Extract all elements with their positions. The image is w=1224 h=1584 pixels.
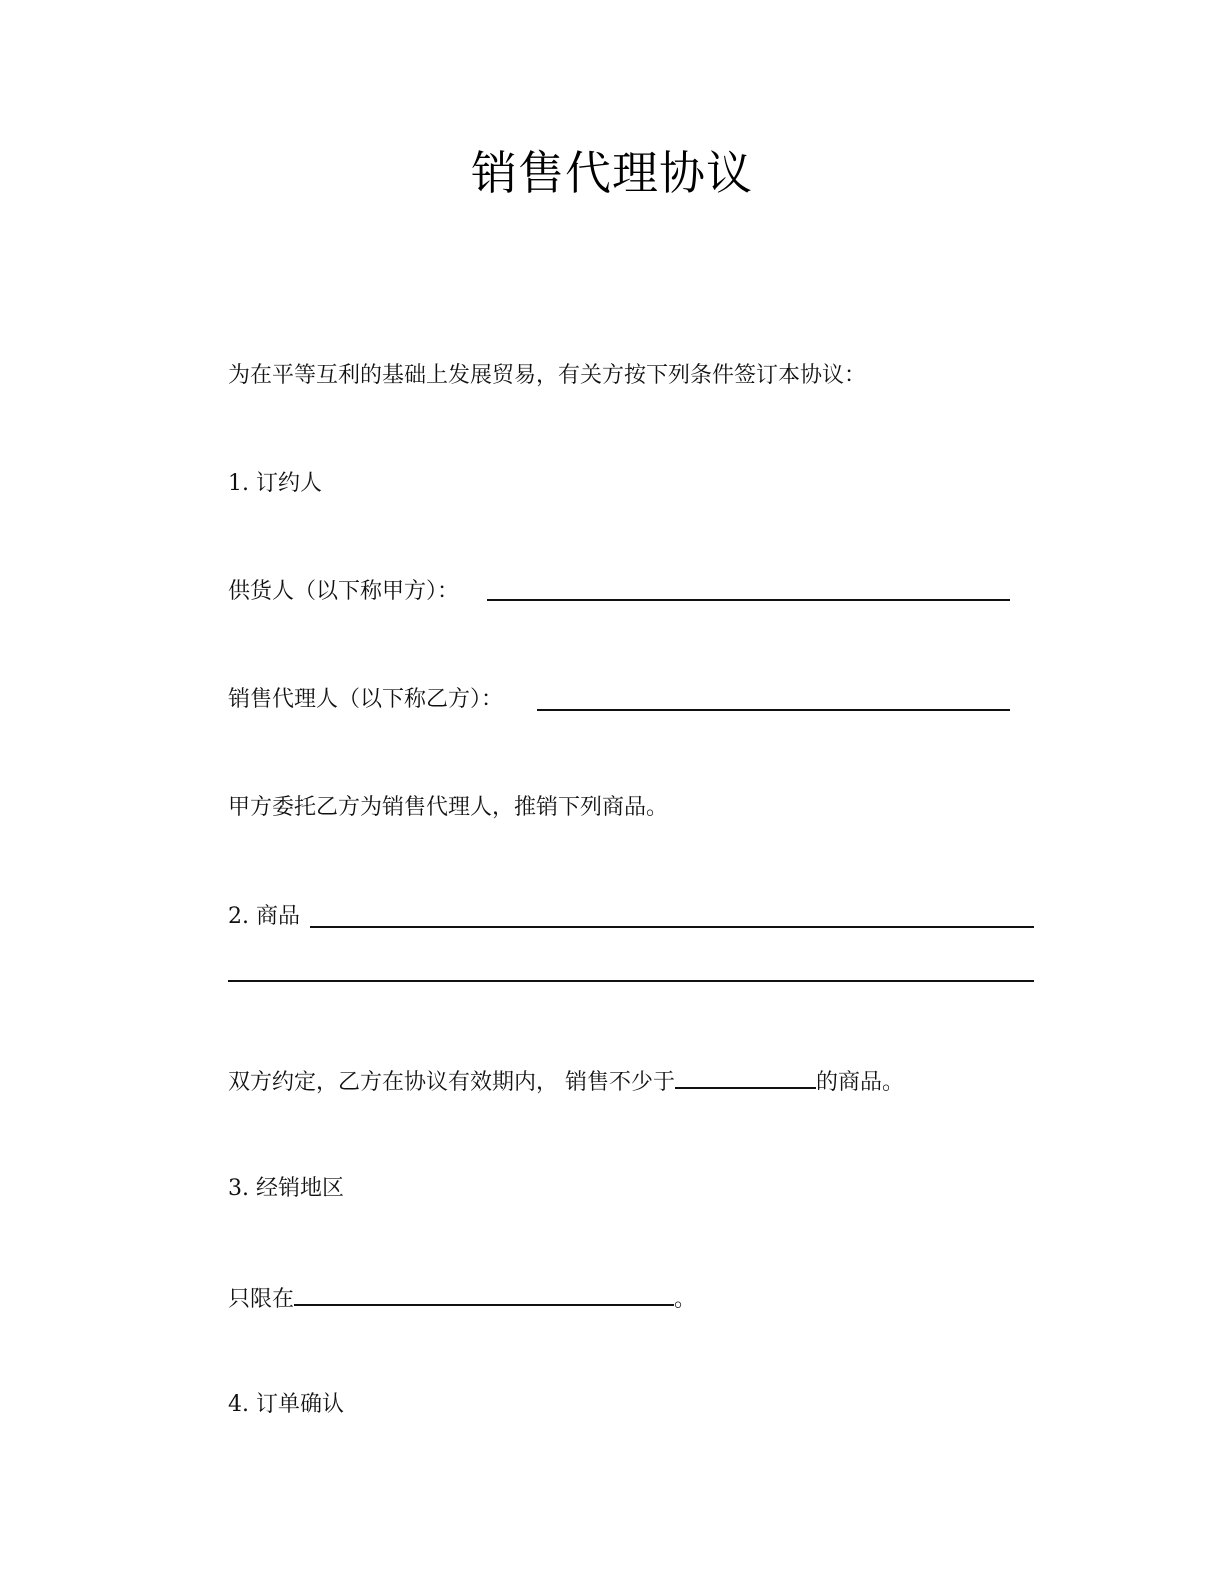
- goods-fill-line-1[interactable]: [310, 926, 1034, 928]
- region-prefix: 只限在: [228, 1287, 295, 1312]
- intro-paragraph: 为在平等互利的基础上发展贸易，有关方按下列条件签订本协议：: [228, 363, 867, 388]
- supplier-label: 供货人（以下称甲方）：: [228, 579, 460, 604]
- min-sales-suffix: 的商品。: [816, 1070, 905, 1095]
- min-sales-paragraph: [228, 1065, 904, 1098]
- supplier-fill-line[interactable]: [487, 599, 1010, 601]
- section-1-heading: 1. 订约人: [228, 471, 322, 496]
- min-sales-prefix: 双方约定，乙方在协议有效期内， 销售不少于: [228, 1070, 675, 1095]
- agent-fill-line[interactable]: [537, 709, 1010, 711]
- min-sales-fill-line[interactable]: [675, 1065, 816, 1089]
- section-2-heading: 2. 商品: [228, 904, 300, 929]
- region-fill-line[interactable]: [294, 1282, 674, 1306]
- goods-fill-line-2[interactable]: [228, 980, 1034, 982]
- region-paragraph: [228, 1282, 696, 1315]
- agent-label: 销售代理人（以下称乙方）：: [228, 687, 504, 712]
- region-suffix: 。: [674, 1287, 697, 1312]
- section-3-heading: 3. 经销地区: [228, 1176, 344, 1201]
- document-title: 销售代理协议: [471, 146, 753, 200]
- section-1-text: 甲方委托乙方为销售代理人，推销下列商品。: [228, 795, 669, 820]
- section-4-heading: 4. 订单确认: [228, 1392, 344, 1417]
